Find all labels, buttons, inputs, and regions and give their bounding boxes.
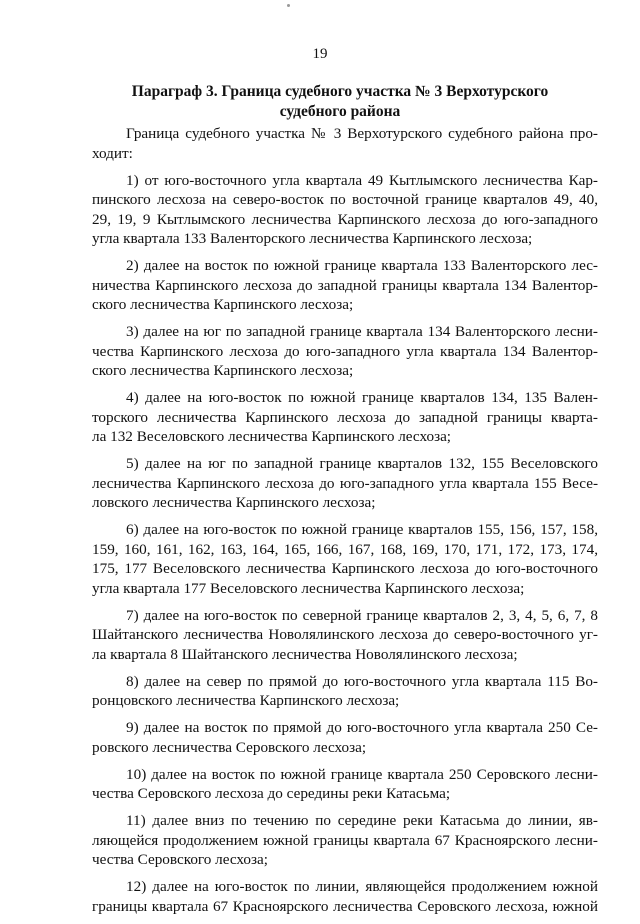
scan-speck — [287, 4, 290, 7]
document-body — [92, 124, 598, 924]
paragraph — [92, 672, 598, 711]
page-number: 19 — [312, 46, 328, 62]
paragraph — [92, 171, 598, 249]
paragraph — [92, 124, 598, 163]
paragraph-line: 1) от юго-восточного угла квартала 49 Кытлымского лесничества Кар- — [126, 171, 598, 189]
paragraph-line: 7) далее на юго-восток по северной границе кварталов 2, 3, 4, 5, 6, 7, 8 — [126, 606, 598, 624]
paragraph-line: Граница судебного участка № 3 Верхотурского судебного района про- — [126, 125, 598, 142]
paragraph-line: ничества Карпинского лесхоза до западной границы квартала 134 Валентор- — [92, 276, 598, 294]
paragraph — [92, 256, 598, 315]
paragraph-line: 4) далее на юго-восток по южной границе кварталов 134, 135 Вален- — [126, 389, 598, 406]
paragraph-line: ловского лесничества Карпинского лесхоза; — [92, 494, 376, 511]
paragraph-line: 3) далее на юг по западной границе квартала 134 Валенторского лесни- — [126, 323, 598, 340]
paragraph-line: чества Серовского лесхоза; — [92, 851, 268, 868]
paragraph-line: 11) далее вниз по течению по середине реки Катасьма до линии, яв- — [126, 812, 598, 829]
section-heading — [92, 82, 588, 122]
paragraph-line: ронцовского лесничества Карпинского лесхоза; — [92, 692, 400, 709]
paragraph — [92, 520, 598, 598]
paragraph-line: 5) далее на юг по западной границе кварталов 132, 155 Веселовского — [126, 455, 598, 472]
heading-line: судебного района — [279, 103, 401, 120]
paragraph — [92, 388, 598, 447]
paragraph-line: лесничества Карпинского лесхоза до юго-западного угла квартала 155 Весе- — [92, 474, 598, 492]
paragraph-line: чества Серовского лесхоза до середины реки Катасьма; — [92, 785, 451, 802]
paragraph-line: угла квартала 133 Валенторского лесничества Карпинского лесхоза; — [92, 230, 533, 247]
paragraph-line: ляющейся продолжением южной границы квартала 67 Красноярского лесни- — [92, 831, 598, 849]
paragraph — [92, 606, 598, 665]
heading-line: Параграф 3. Граница судебного участка № 3 Верхотурского — [131, 83, 549, 100]
paragraph — [92, 765, 598, 804]
paragraph-line: ского лесничества Карпинского лесхоза; — [92, 296, 354, 313]
paragraph — [92, 322, 598, 381]
paragraph-line: угла квартала 177 Веселовского лесничества Карпинского лесхоза; — [92, 579, 525, 597]
paragraph-line: 12) далее на юго-восток по линии, являющейся продолжением южной — [126, 878, 598, 895]
paragraph-line: 2) далее на восток по южной границе квартала 133 Валенторского лес- — [126, 257, 598, 274]
paragraph-line: чества Карпинского лесхоза до юго-западного угла квартала 134 Валентор- — [92, 342, 598, 360]
paragraph-line: ла квартала 8 Шайтанского лесничества Новолялинского лесхоза; — [92, 645, 518, 663]
paragraph-line: 8) далее на север по прямой до юго-восточного угла квартала 115 Во- — [126, 672, 598, 690]
paragraph-line: ровского лесничества Серовского лесхоза; — [92, 738, 367, 756]
paragraph-line: ского лесничества Карпинского лесхоза; — [92, 362, 354, 379]
paragraph-line: торского лесничества Карпинского лесхоза до западной границы кварта- — [92, 408, 598, 426]
paragraph — [92, 877, 598, 916]
paragraph — [92, 718, 598, 757]
paragraph-line: 175, 177 Веселовского лесничества Карпинского лесхоза до юго-восточного — [92, 560, 598, 577]
paragraph-line: 10) далее на восток по южной границе квартала 250 Серовского лесни- — [126, 765, 598, 783]
paragraph-line: 159, 160, 161, 162, 163, 164, 165, 166, 167, 168, 169, 170, 171, 172, 173, 174, — [92, 540, 598, 558]
paragraph-line: ла 132 Веселовского лесничества Карпинского лесхоза; — [92, 428, 452, 445]
paragraph-line: 29, 19, 9 Кытлымского лесничества Карпинского лесхоза до юго-западного — [92, 210, 598, 228]
paragraph-line: Шайтанского лесничества Новолялинского лесхоза до северо-восточного уг- — [92, 626, 598, 643]
paragraph-line: 6) далее на юго-восток по южной границе кварталов 155, 156, 157, 158, — [126, 521, 598, 538]
paragraph-line: пинского лесхоза на северо-восток по восточной границе кварталов 49, 40, — [92, 191, 598, 208]
paragraph — [92, 811, 598, 870]
paragraph-line: границы квартала 67 Красноярского лесничества Серовского лесхоза, южной — [92, 897, 598, 915]
paragraph-line: ходит: — [92, 144, 133, 162]
paragraph — [92, 454, 598, 513]
paragraph-line: 9) далее на восток по прямой до юго-восточного угла квартала 250 Се- — [126, 719, 598, 736]
